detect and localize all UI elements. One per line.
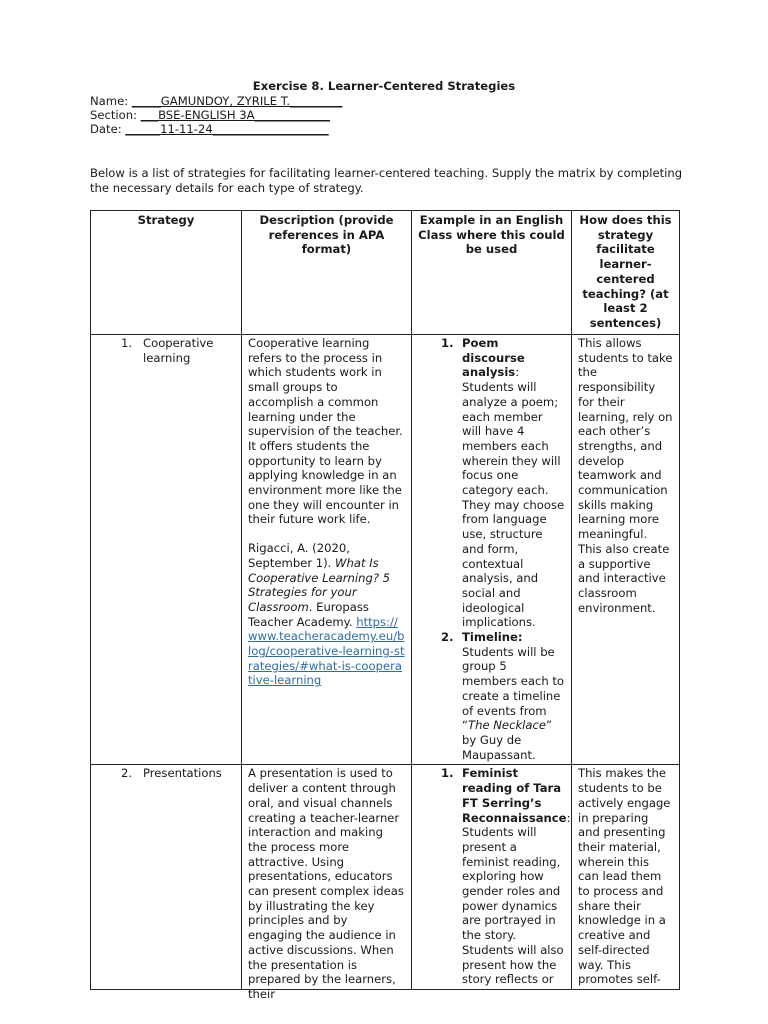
strategy-matrix [90, 210, 680, 1001]
list-item: 1. Poem discourse analysis: Students will analyze a poem; each member will have 4 members each wherein they will focus one category each. They may choose from language use, structure and form, contextual analysis, and social and ideological implications. [441, 336, 565, 630]
reference-link[interactable]: https://www.teacheracademy.eu/blog/cooperative-learning-strategies/#what-is-cooperative-learning [248, 614, 405, 688]
table-row [91, 335, 680, 765]
section-line [90, 108, 330, 123]
strategy-cell [91, 335, 242, 765]
strategy-cell [91, 765, 242, 990]
table-row [91, 765, 680, 990]
facilitation-cell: This makes the students to be actively engage in preparing and presenting their material, wherein this can lead them to process and share their knowledge in a creative and self-directed way. This promotes self- [572, 765, 680, 990]
name-label: Name: [90, 94, 129, 108]
header-strategy: Strategy [91, 211, 242, 335]
name-value: _____GAMUNDOY, ZYRILE T._________ [131, 94, 343, 108]
section-value: ___BSE-ENGLISH 3A_____________ [140, 108, 330, 122]
description-text: A presentation is used to deliver a content through oral, and visual channels creating a teacher-learner interaction and making the process more attractive. Using presentations, educators can present complex ideas by illustrating the key principles and by engaging the audience in active discussions. When the presentation is prepared by the learners, their [248, 766, 404, 1001]
header-facilitation: How does this strategy facilitate learner-centered teaching? (at least 2 sentences) [572, 211, 680, 335]
example-text: Students will present a feminist reading, exploring how gender roles and power dynamics are portrayed in the story. Students will also present how the story reflects or [462, 825, 564, 987]
description-text: Cooperative learning refers to the process in which students work in small groups to accomplish a common learning under the supervision of the teacher. It offers students the opportunity to learn by applying knowledge in an environment more like the one they will encounter in their future work life. [248, 336, 403, 527]
description-cell [242, 335, 412, 765]
page-title: Exercise 8. Learner-Centered Strategies [252, 79, 516, 93]
date-label: Date: [90, 122, 122, 136]
list-item: 1. Feminist reading of Tara FT Serring’s Reconnaissance: Students will present a feminist reading, exploring how gender roles and power dynamics are portrayed in the story. Students will also present how the story reflects or [441, 766, 571, 987]
date-line [90, 122, 329, 137]
reference: Rigacci, A. (2020, September 1). What Is Cooperative Learning? 5 Strategies for your Classroom. Europass Teacher Academy. https://www.teacheracademy.eu/blog/cooperative-learning-strategies/#what-is-cooperative-learning [248, 541, 405, 688]
section-label: Section: [90, 108, 137, 122]
header-example: Example in an English Class where this could be used [412, 211, 572, 335]
intro-text: Below is a list of strategies for facilitating learner-centered teaching. Supply the matrix by completing the necessary details for each type of strategy. [90, 166, 683, 195]
strategy-number: 2. [121, 766, 133, 781]
list-item: 2. Timeline: Students will be group 5 members each to create a timeline of events from “The Necklace” by Guy de Maupassant. [441, 630, 564, 762]
reference-title: What Is Cooperative Learning? 5 Strategies for your Classroom [248, 555, 391, 614]
name-line [90, 94, 342, 109]
facilitation-cell: This allows students to take the responsibility for their learning, rely on each other’s strengths, and develop teamwork and communication skills making learning more meaningful. This also create a supportive and interactive classroom environment. [572, 335, 680, 765]
strategy-label: Presentations [143, 766, 222, 781]
table-header-row [91, 211, 680, 335]
description-cell [242, 765, 412, 1001]
example-cell [412, 335, 572, 765]
example-title: Poem discourse analysis [462, 336, 525, 380]
example-cell [412, 765, 572, 990]
strategy-label: Cooperative learning [143, 336, 214, 365]
strategy-number: 1. [121, 336, 133, 350]
example-text: Students will analyze a poem; each member will have 4 members each wherein they will focus one category each. They may choose from language use, structure and form, contextual analysis, and social and ideological implications. [462, 380, 565, 630]
example-title: Timeline: [462, 630, 523, 645]
header-description: Description (provide references in APA format) [242, 211, 412, 335]
example-text: Students will be group 5 members each to create a timeline of events from “The Necklace” by Guy de Maupassant. [462, 644, 564, 762]
example-title: Feminist reading of Tara FT Serring’s Reconnaissance [462, 766, 567, 825]
date-value: ______11-11-24____________________ [125, 122, 329, 136]
